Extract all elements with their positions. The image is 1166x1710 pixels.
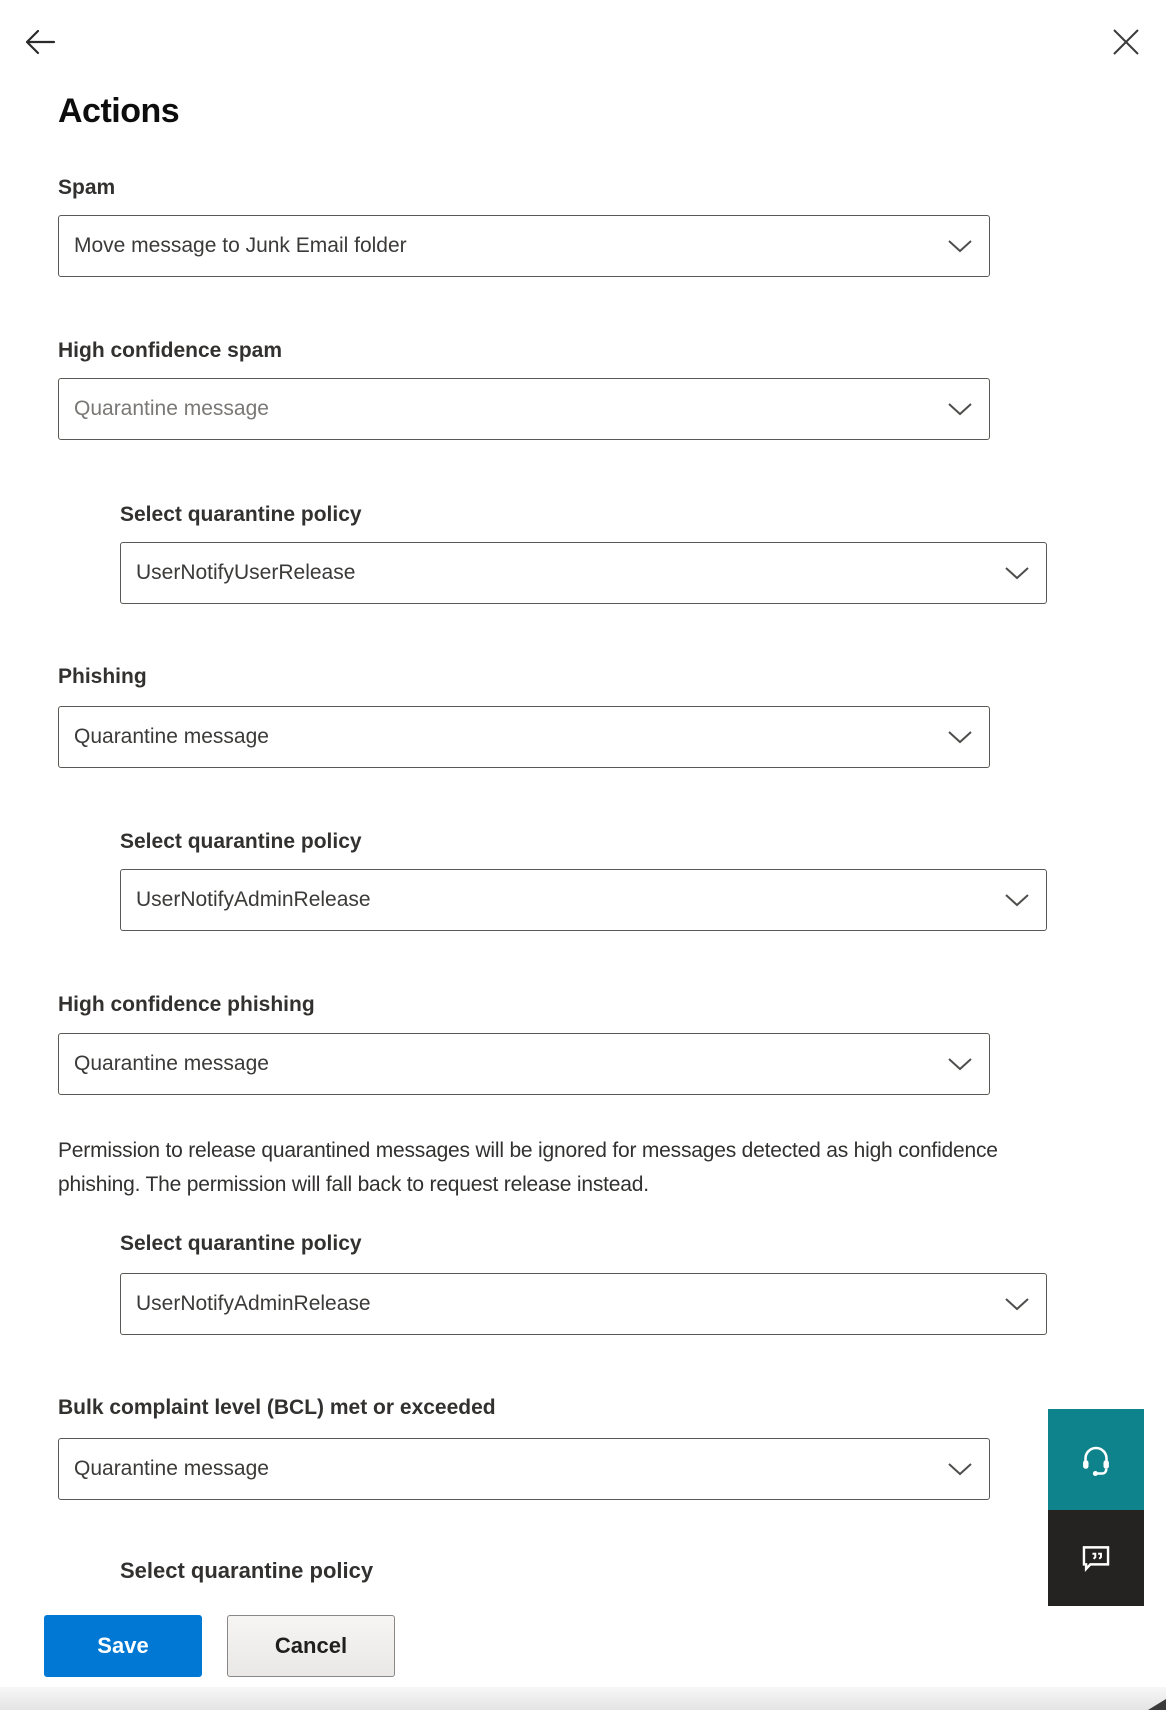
quarantine-policy-select-2[interactable]: [120, 869, 1047, 931]
close-icon: [1112, 28, 1140, 56]
spam-select[interactable]: [58, 215, 990, 277]
high-confidence-spam-select[interactable]: [58, 378, 990, 440]
feedback-button[interactable]: [1048, 1510, 1144, 1606]
quarantine-policy-select-3-value: UserNotifyAdminRelease: [136, 1292, 371, 1315]
chevron-down-icon: [1004, 893, 1030, 907]
quarantine-policy-label-4-cutoff: Select quarantine policy: [120, 1558, 374, 1583]
quarantine-policy-label-2: Select quarantine policy: [120, 830, 362, 853]
quarantine-policy-label-3: Select quarantine policy: [120, 1232, 362, 1255]
chevron-down-icon: [1004, 566, 1030, 580]
help-support-button[interactable]: [1048, 1409, 1144, 1510]
page-bottom-strip: [0, 1687, 1166, 1710]
chevron-down-icon: [947, 402, 973, 416]
high-confidence-spam-label: High confidence spam: [58, 339, 283, 362]
quarantine-policy-select-2-value: UserNotifyAdminRelease: [136, 888, 371, 911]
phishing-label: Phishing: [58, 665, 147, 688]
chevron-down-icon: [947, 239, 973, 253]
phishing-select[interactable]: [58, 706, 990, 768]
chevron-down-icon: [947, 1057, 973, 1071]
quarantine-policy-select-1-value: UserNotifyUserRelease: [136, 561, 356, 584]
save-button[interactable]: Save: [44, 1615, 202, 1677]
chevron-down-icon: [1004, 1297, 1030, 1311]
chevron-down-icon: [947, 730, 973, 744]
close-button[interactable]: [1108, 24, 1144, 60]
bcl-select[interactable]: [58, 1438, 990, 1500]
chat-feedback-icon: [1079, 1541, 1113, 1575]
high-confidence-phishing-label: High confidence phishing: [58, 993, 315, 1016]
spam-label: Spam: [58, 176, 116, 199]
quarantine-policy-select-1[interactable]: [120, 542, 1047, 604]
footer-bar: [0, 1583, 1166, 1687]
quarantine-policy-label-1: Select quarantine policy: [120, 503, 362, 526]
headset-icon: [1078, 1442, 1114, 1478]
page-title: Actions: [58, 92, 180, 130]
high-confidence-phishing-select[interactable]: [58, 1033, 990, 1095]
cancel-button[interactable]: Cancel: [227, 1615, 395, 1677]
bcl-label: Bulk complaint level (BCL) met or exceeded: [58, 1396, 496, 1419]
high-confidence-phishing-select-value: Quarantine message: [74, 1052, 269, 1075]
quarantine-policy-select-3[interactable]: [120, 1273, 1047, 1335]
spam-select-value: Move message to Junk Email folder: [74, 234, 407, 257]
high-confidence-spam-select-value: Quarantine message: [74, 397, 269, 420]
chevron-down-icon: [947, 1462, 973, 1476]
high-confidence-phishing-note: Permission to release quarantined messages will be ignored for messages detected as high confidence phishing. The permission will fall back to request release instead.: [58, 1139, 998, 1196]
back-button[interactable]: [22, 24, 58, 60]
bcl-select-value: Quarantine message: [74, 1457, 269, 1480]
phishing-select-value: Quarantine message: [74, 725, 269, 748]
arrow-left-icon: [24, 27, 56, 57]
